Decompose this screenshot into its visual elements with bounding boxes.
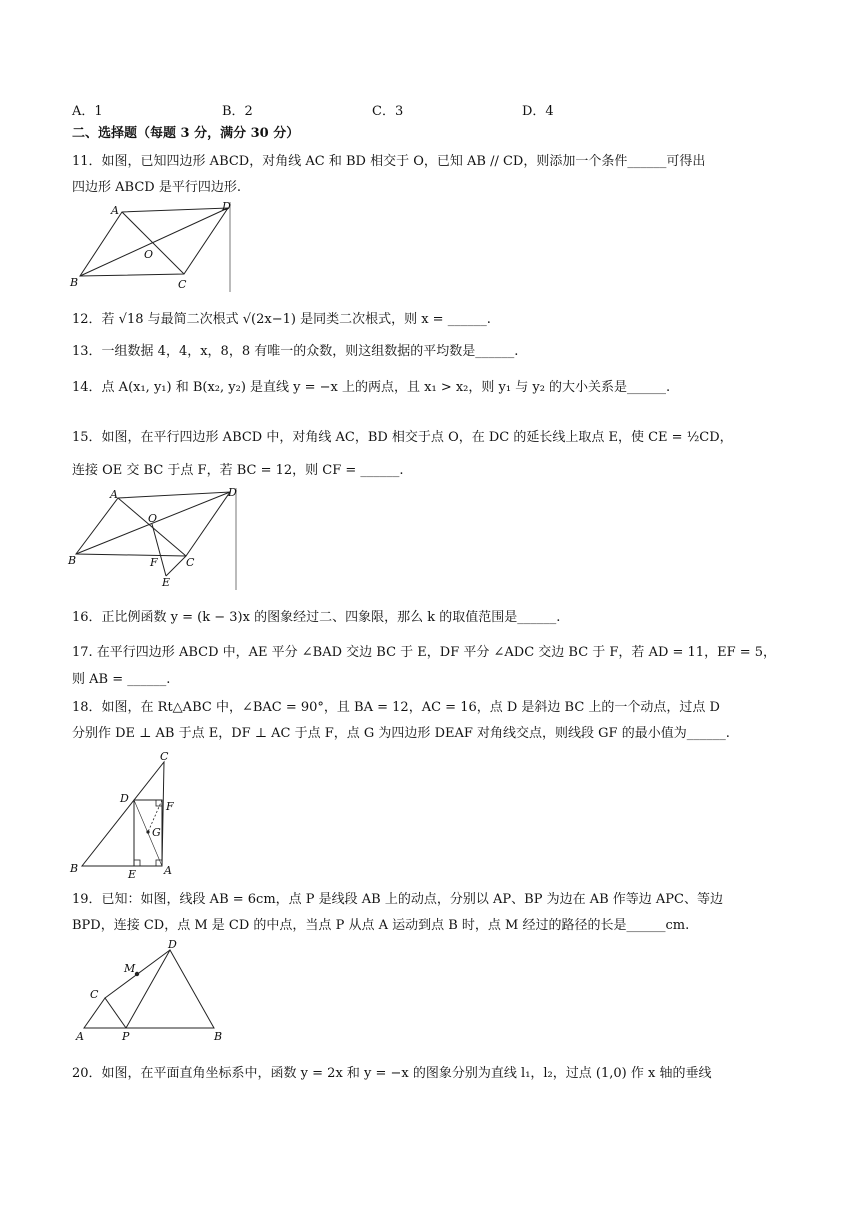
question-15-line-1: 15．如图，在平行四边形 ABCD 中，对角线 AC，BD 相交于点 O，在 DC 的延长线上取点 E，使 CE = ½CD， bbox=[72, 430, 733, 445]
figure-q15 bbox=[64, 484, 244, 592]
label-p: P bbox=[122, 1030, 130, 1043]
label-e: E bbox=[128, 868, 137, 880]
label-g: G bbox=[152, 826, 161, 839]
section-title: 二、选择题（每题 3 分，满分 30 分） bbox=[72, 126, 300, 141]
question-19-line-1: 19．已知：如图，线段 AB = 6cm，点 P 是线段 AB 上的动点，分别以 AP、BP 为边在 AB 作等边 APC、等边 bbox=[72, 892, 723, 907]
label-c: C bbox=[186, 556, 195, 569]
label-c: C bbox=[160, 750, 169, 763]
label-c: C bbox=[178, 278, 187, 291]
label-b: B bbox=[68, 554, 77, 567]
label-a: A bbox=[76, 1030, 84, 1043]
label-a: A bbox=[110, 488, 118, 501]
question-19-line-2: BPD，连接 CD，点 M 是 CD 的中点，当点 P 从点 A 运动到点 B 时，点 M 经过的路径的长是______cm. bbox=[72, 918, 690, 933]
label-b: B bbox=[70, 276, 79, 289]
label-e: E bbox=[162, 576, 171, 589]
option-a: A．1 bbox=[72, 104, 103, 119]
label-c: C bbox=[90, 988, 99, 1001]
figure-q11 bbox=[66, 198, 238, 294]
question-14: 14．点 A(x₁, y₁) 和 B(x₂, y₂) 是直线 y = −x 上的两点，且 x₁ > x₂，则 y₁ 与 y₂ 的大小关系是______. bbox=[72, 380, 671, 395]
label-o: O bbox=[148, 512, 158, 525]
option-b: B．2 bbox=[222, 104, 253, 119]
label-b: B bbox=[214, 1030, 223, 1043]
question-15-line-2: 连接 OE 交 BC 于点 F，若 BC = 12，则 CF = ______. bbox=[72, 463, 404, 478]
question-18-line-2: 分别作 DE ⊥ AB 于点 E，DF ⊥ AC 于点 F，点 G 为四边形 DEAF 对角线交点，则线段 GF 的最小值为______. bbox=[72, 726, 730, 741]
label-b: B bbox=[70, 862, 79, 875]
label-d: D bbox=[120, 792, 129, 805]
question-20: 20．如图，在平面直角坐标系中，函数 y = 2x 和 y = −x 的图象分别为直线 l₁，l₂，过点 (1,0) 作 x 轴的垂线 bbox=[72, 1066, 712, 1081]
label-f: F bbox=[166, 800, 174, 813]
option-c: C．3 bbox=[372, 104, 404, 119]
question-12: 12．若 √18 与最简二次根式 √(2x−1) 是同类二次根式，则 x = ______. bbox=[72, 312, 491, 327]
label-o: O bbox=[144, 248, 154, 261]
label-a: A bbox=[111, 204, 119, 217]
label-f: F bbox=[150, 556, 158, 569]
label-d: D bbox=[222, 200, 231, 213]
figure-q19 bbox=[68, 936, 228, 1044]
question-13: 13．一组数据 4，4，x，8，8 有唯一的众数，则这组数据的平均数是______. bbox=[72, 344, 519, 359]
label-a: A bbox=[164, 864, 172, 877]
figure-q18 bbox=[68, 750, 192, 880]
option-d: D．4 bbox=[522, 104, 554, 119]
question-17-line-2: 则 AB = ______. bbox=[72, 672, 171, 687]
label-d: D bbox=[168, 938, 177, 951]
question-16: 16．正比例函数 y = (k − 3)x 的图象经过二、四象限，那么 k 的取值范围是______. bbox=[72, 610, 561, 625]
label-m: M bbox=[124, 962, 136, 975]
question-11-line-1: 11．如图，已知四边形 ABCD，对角线 AC 和 BD 相交于 O，已知 AB // CD，则添加一个条件______可得出 bbox=[72, 154, 706, 169]
question-17-line-1: 17. 在平行四边形 ABCD 中，AE 平分 ∠BAD 交边 BC 于 E，DF 平分 ∠ADC 交边 BC 于 F，若 AD = 11，EF = 5， bbox=[72, 645, 777, 660]
question-18-line-1: 18．如图，在 Rt△ABC 中，∠BAC = 90°，且 BA = 12，AC = 16，点 D 是斜边 BC 上的一个动点，过点 D bbox=[72, 700, 720, 715]
question-11-line-2: 四边形 ABCD 是平行四边形. bbox=[72, 180, 241, 195]
label-d: D bbox=[228, 486, 237, 499]
